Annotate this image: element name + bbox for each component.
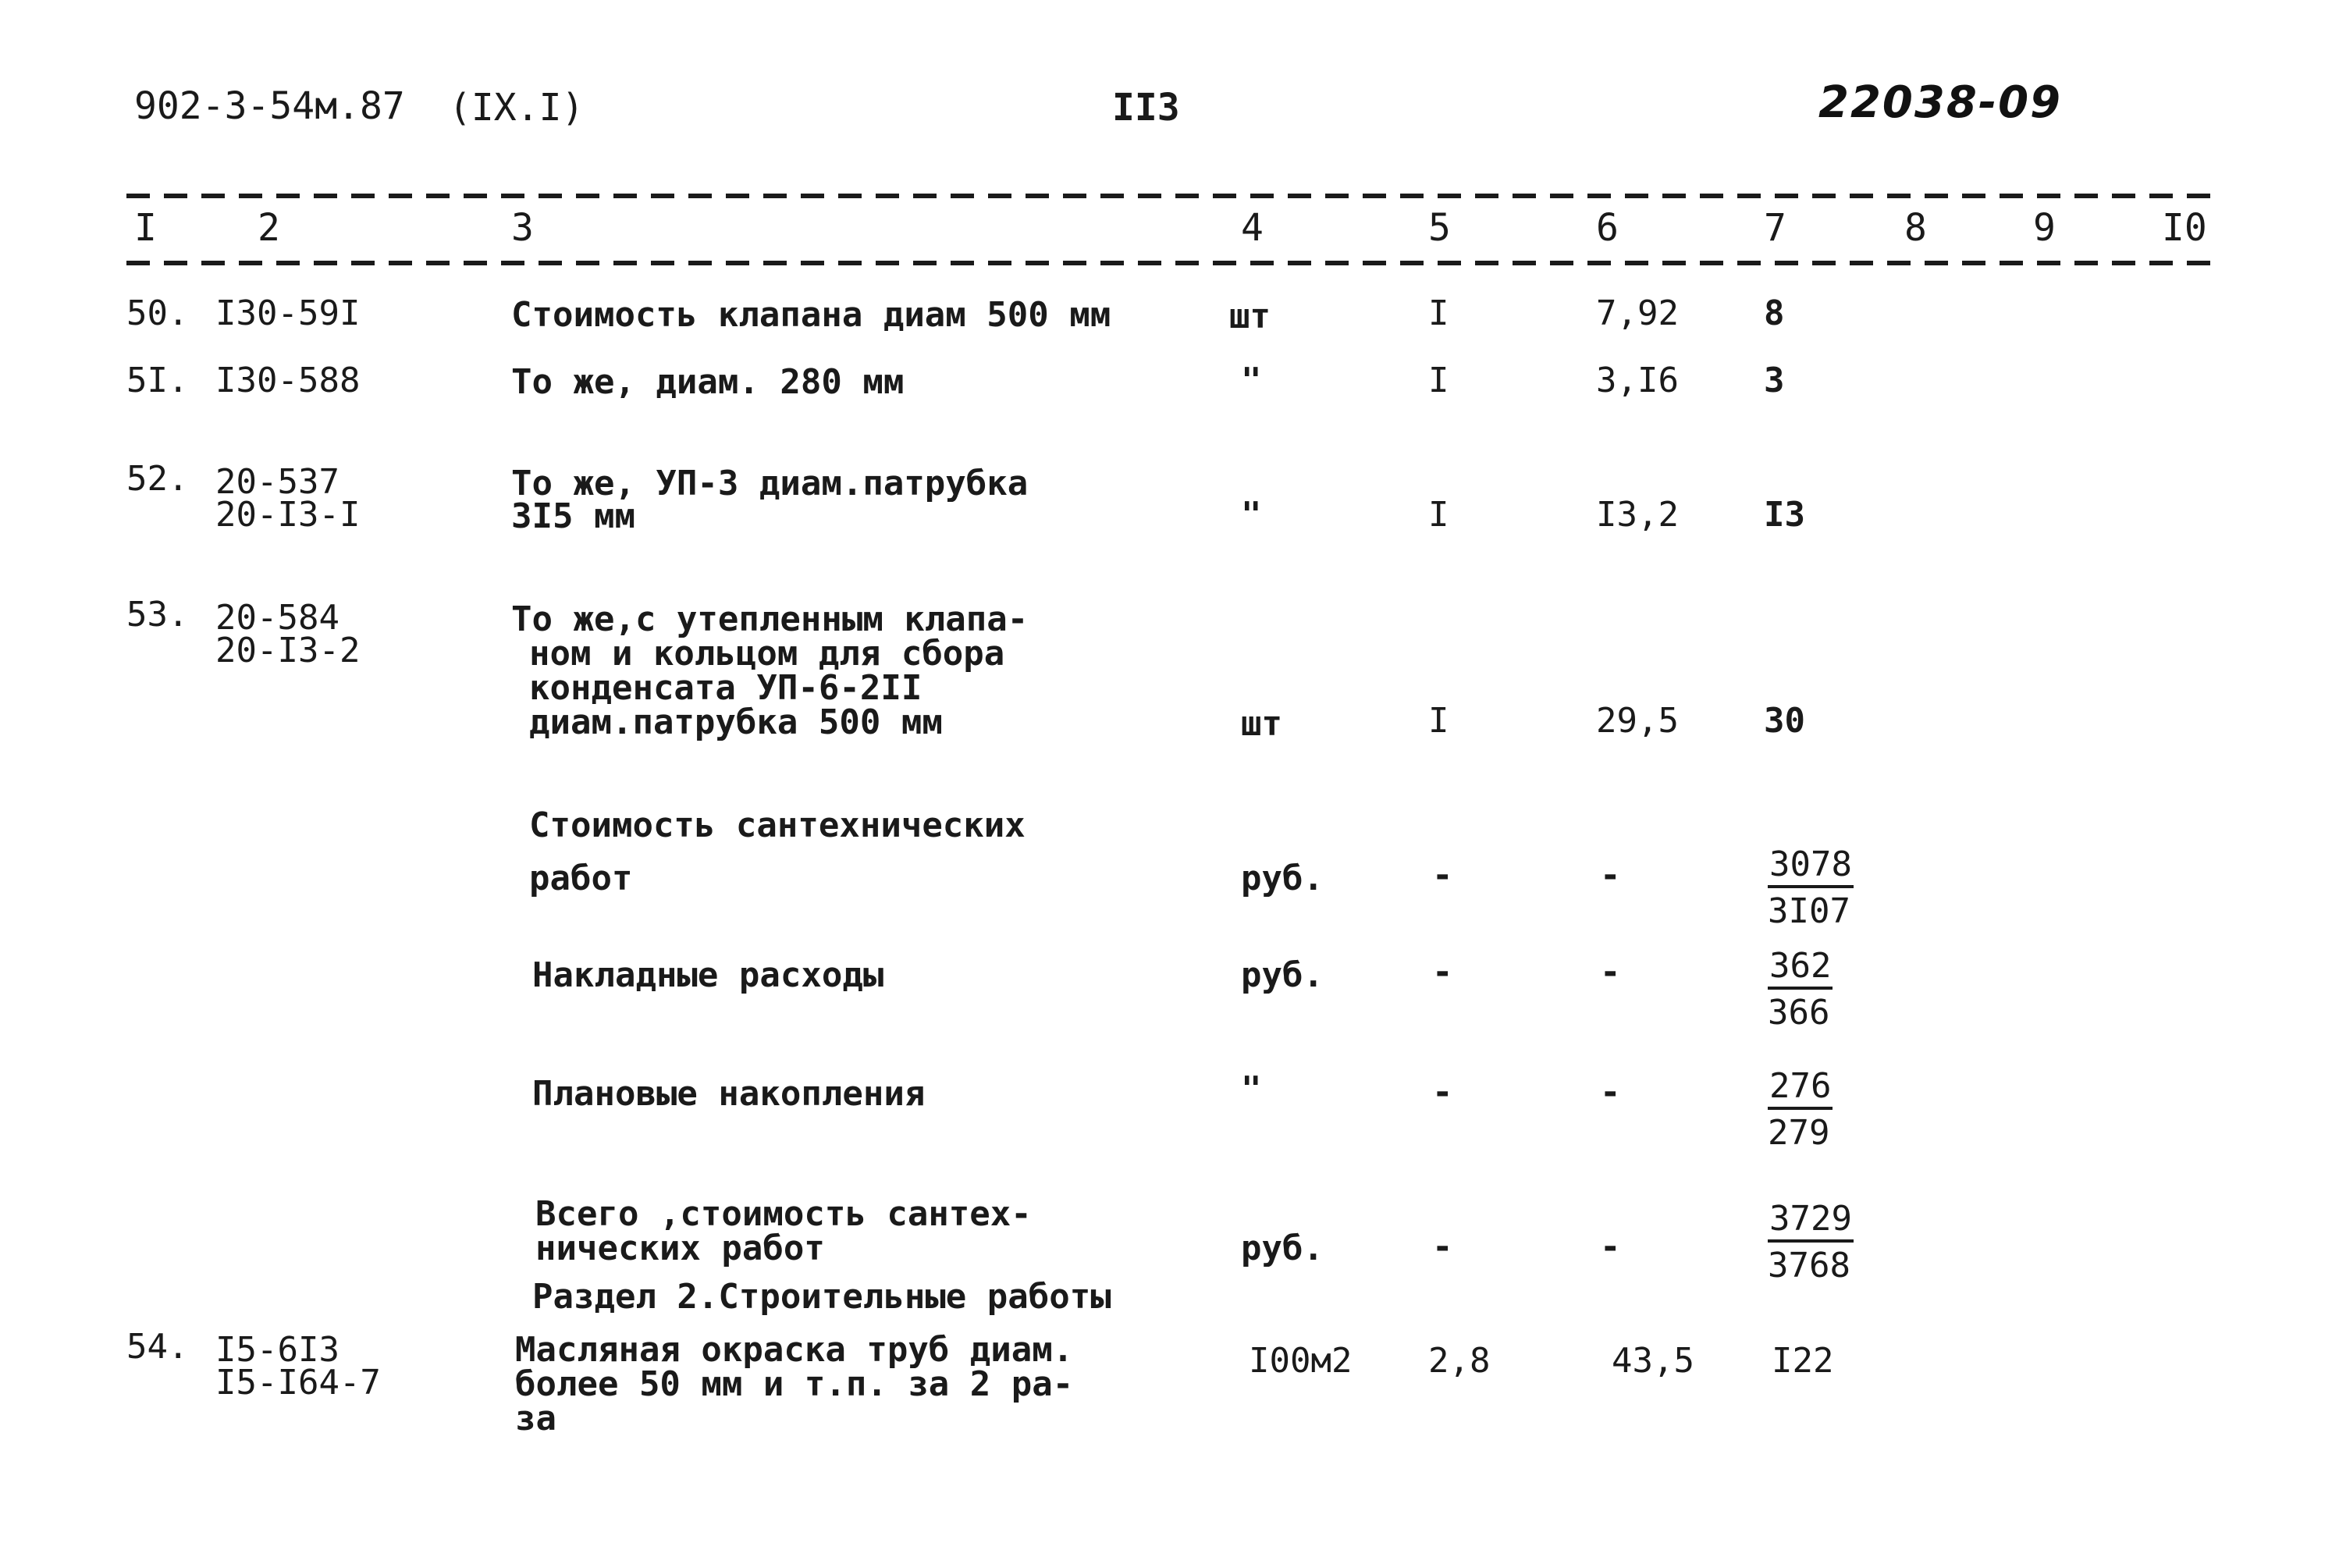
summary-total-denominator: 3768 xyxy=(1768,1246,1850,1285)
summary-total-numerator: 3078 xyxy=(1768,848,1854,888)
row-code-line-2: I5-I64-7 xyxy=(215,1363,381,1403)
summary-unit: руб. xyxy=(1241,859,1324,898)
row-number: 5I. xyxy=(126,361,189,400)
row-description-line-1: То же,с утепленным клапа- xyxy=(511,599,1029,639)
row-code: I30-588 xyxy=(215,361,361,400)
row-quantity: I xyxy=(1428,293,1449,333)
row-unit: " xyxy=(1241,495,1262,535)
summary-label: Плановые накопления xyxy=(532,1074,926,1114)
summary-total-denominator: 366 xyxy=(1768,993,1830,1033)
row-description-line-4: диам.патрубка 500 мм xyxy=(529,702,943,742)
row-description-line-3: конденсата УП-6-2II xyxy=(529,668,922,708)
row-price: I3,2 xyxy=(1596,495,1679,535)
row-unit: шт xyxy=(1241,704,1282,744)
summary-price: - xyxy=(1600,855,1621,895)
row-total: 8 xyxy=(1764,293,1785,333)
summary-label-line-1: Стоимость сантехнических xyxy=(529,805,1026,845)
row-code-line-2: 20-I3-2 xyxy=(215,631,361,670)
summary-label-line-2: нических работ xyxy=(535,1228,825,1268)
row-description-line-2: 3I5 мм xyxy=(511,496,635,536)
row-total: I3 xyxy=(1764,495,1805,535)
row-quantity: I xyxy=(1428,701,1449,741)
summary-total-numerator: 362 xyxy=(1768,949,1833,990)
row-price: 3,I6 xyxy=(1596,361,1679,400)
summary-total-denominator: 3I07 xyxy=(1768,891,1850,931)
row-number: 50. xyxy=(126,293,189,333)
summary-price: - xyxy=(1600,1227,1621,1267)
summary-quantity: - xyxy=(1432,1227,1453,1267)
summary-price: - xyxy=(1600,1072,1621,1112)
col-header-6: 6 xyxy=(1596,206,1619,250)
col-header-7: 7 xyxy=(1764,206,1786,250)
row-description-line-2: более 50 мм и т.п. за 2 ра- xyxy=(515,1364,1074,1404)
summary-quantity: - xyxy=(1432,952,1453,992)
summary-quantity: - xyxy=(1432,1072,1453,1112)
col-header-4: 4 xyxy=(1241,206,1264,250)
summary-total-fraction xyxy=(1768,946,1869,1033)
section-title: Раздел 2.Строительные работы xyxy=(532,1277,1111,1317)
header-top-rule xyxy=(126,194,2218,198)
row-unit: " xyxy=(1241,361,1262,400)
row-code-line-1: 20-584 xyxy=(215,598,339,638)
summary-total-denominator: 279 xyxy=(1768,1113,1830,1153)
row-code-line-1: 20-537 xyxy=(215,462,339,502)
row-code-line-2: 20-I3-I xyxy=(215,495,361,535)
stamp-number: 22038-09 xyxy=(1818,77,2062,128)
summary-unit: руб. xyxy=(1241,955,1324,995)
row-total: 3 xyxy=(1764,361,1785,400)
row-description: То же, диам. 280 мм xyxy=(511,362,905,402)
row-description-line-3: за xyxy=(515,1399,556,1438)
summary-quantity: - xyxy=(1432,855,1453,895)
row-unit: шт xyxy=(1229,297,1271,336)
row-quantity: I xyxy=(1428,361,1449,400)
row-price: 29,5 xyxy=(1596,701,1679,741)
row-number: 53. xyxy=(126,595,189,635)
row-number: 52. xyxy=(126,459,189,499)
col-header-1: I xyxy=(134,206,157,250)
summary-total-fraction xyxy=(1768,1066,1869,1153)
col-header-3: 3 xyxy=(511,206,534,250)
summary-total-numerator: 276 xyxy=(1768,1069,1833,1110)
document-code: 902-3-54м.87 xyxy=(134,84,405,128)
row-description-line-1: Масляная окраска труб диам. xyxy=(515,1330,1074,1370)
row-number: 54. xyxy=(126,1327,189,1367)
page-number: II3 xyxy=(1112,86,1180,130)
row-description-line-1: То же, УП-3 диам.патрубка xyxy=(511,464,1029,503)
row-price: 7,92 xyxy=(1596,293,1679,333)
row-price: 43,5 xyxy=(1612,1341,1694,1381)
col-header-9: 9 xyxy=(2033,206,2056,250)
col-header-10: I0 xyxy=(2162,206,2207,250)
row-description: Стоимость клапана диам 500 мм xyxy=(511,295,1111,335)
row-code-line-1: I5-6I3 xyxy=(215,1330,339,1370)
summary-label: Накладные расходы xyxy=(532,955,884,995)
summary-total-fraction xyxy=(1768,1199,1869,1285)
summary-label-line-1: Всего ,стоимость сантех- xyxy=(535,1194,1032,1234)
row-total: I22 xyxy=(1772,1341,1834,1381)
summary-unit: " xyxy=(1241,1069,1262,1109)
row-unit: I00м2 xyxy=(1249,1341,1353,1381)
summary-total-numerator: 3729 xyxy=(1768,1202,1854,1243)
row-code: I30-59I xyxy=(215,293,361,333)
section-code: (IX.I) xyxy=(449,86,585,130)
header-bottom-rule xyxy=(126,261,2218,265)
col-header-2: 2 xyxy=(258,206,280,250)
summary-price: - xyxy=(1600,952,1621,992)
summary-label-line-2: работ xyxy=(529,859,633,898)
row-quantity: 2,8 xyxy=(1428,1341,1491,1381)
col-header-5: 5 xyxy=(1428,206,1451,250)
row-total: 30 xyxy=(1764,701,1805,741)
row-quantity: I xyxy=(1428,495,1449,535)
row-description-line-2: ном и кольцом для сбора xyxy=(529,634,1005,674)
summary-total-fraction xyxy=(1768,844,1869,931)
col-header-8: 8 xyxy=(1904,206,1927,250)
summary-unit: руб. xyxy=(1241,1228,1324,1268)
